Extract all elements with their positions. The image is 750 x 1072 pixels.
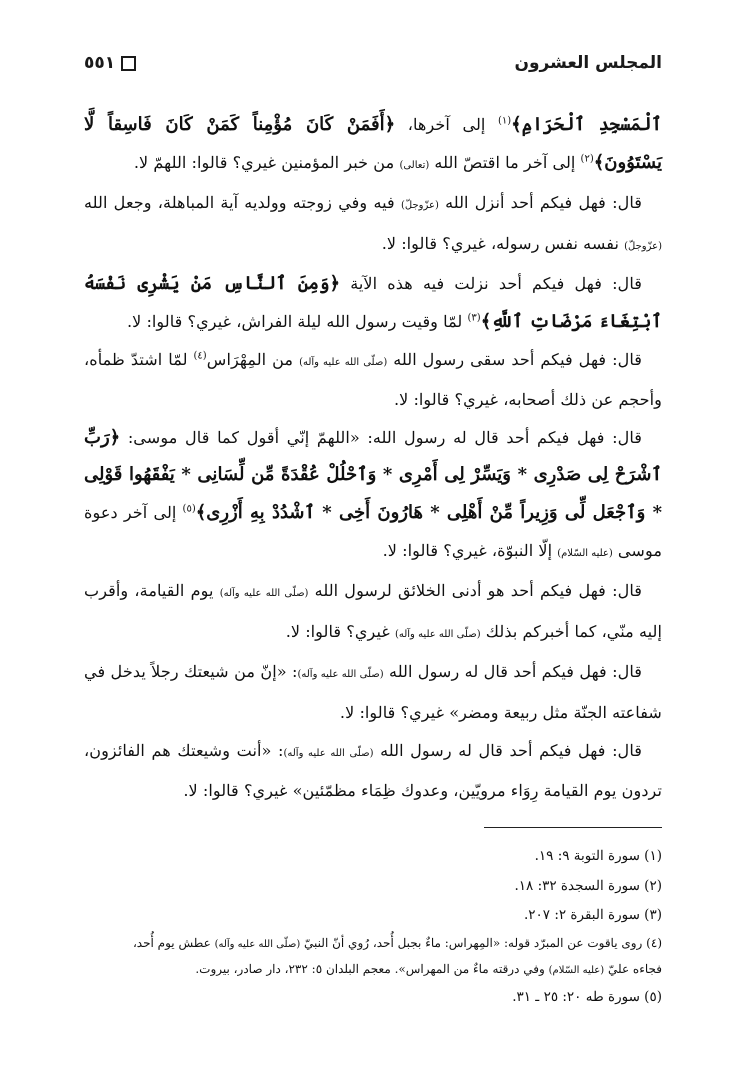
paragraph-text: قال: فهل فيكم أحد قال له رسول الله: «اللهمّ إنّي أقول كما قال موسى:: [120, 427, 642, 447]
paragraph-1: [84, 106, 662, 184]
paragraph-text: من خبر المؤمنين غيري؟ قالوا: اللهمّ لا.: [133, 152, 400, 172]
paragraph-text: قال: فهل فيكم أحد نزلت فيه هذه الآية: [340, 274, 642, 294]
chapter-title: المجلس العشرون: [514, 53, 662, 73]
footnote-ref: (٥): [182, 503, 196, 515]
quran-verse: ﴿وَمِنَ ٱلنَّاسِ مَنْ يَشْرِى نَفْسَهُ ٱبْتِغَاءَ مَرْضَاتِ ٱللَّهِ﴾: [84, 273, 662, 332]
quran-verse: ٱلْمَسْجِدِ ٱلْحَرَامِ﴾: [511, 114, 662, 135]
footnote-3: (٣) سورة البقرة ٢: ٢٠٧.: [523, 907, 662, 923]
page-number-block: [84, 53, 136, 73]
footnote-5: (٥) سورة طه ٢٠: ٢٥ ـ ٣١.: [512, 988, 662, 1005]
footnote-ref: (١): [497, 115, 512, 127]
paragraph-2: [84, 184, 662, 265]
footnote-text: عطش يوم أُحد،: [132, 935, 215, 950]
paragraph-text: لمّا وقيت رسول الله ليلة الفراش، غيري؟ قالوا: لا.: [126, 311, 468, 331]
paragraph-text: يوم القيامة، وأقرب إليه منّي، كما أخبركم بذلك: [84, 581, 662, 641]
footnote-text: (٤) روى ياقوت عن المبرّد قوله: «المِهراس: ماءٌ بجبل أُحد، رُوي أنّ النبيّ: [300, 935, 662, 950]
footnotes: [84, 842, 662, 1012]
honorific: (صلّى الله عليه وآله): [297, 669, 384, 681]
honorific: (تعالى): [399, 159, 430, 171]
paragraph-text: : «أنت وشيعتك هم الفائزون، تردون يوم القيامة رِوَاء مرويّين، وعدوك ظِمَاء مظمّئين» غيري؟ قالوا: لا.: [84, 740, 662, 801]
square-icon: [121, 56, 136, 71]
paragraph-text: إلى آخر دعوة موسى: [84, 502, 662, 560]
body-text: [84, 106, 662, 810]
paragraph-text: قال: فهل فيكم أحد قال له رسول الله: [373, 740, 642, 760]
quran-verse: ﴿أَفَمَنْ كَانَ مُؤْمِناً كَمَنْ كَانَ فَاسِقاً لَّا يَسْتَوُونَ﴾: [84, 114, 662, 173]
paragraph-5: [84, 419, 662, 572]
quran-verse: ﴿رَبِّ ٱشْرَحْ لِى صَدْرِى * وَيَسِّرْ لِى أَمْرِى * وَٱحْلُلْ عُقْدَةً مِّن لِّسَانِى * يَفْقَهُوا قَوْلِى * وَٱجْعَل لِّى وَزِيراً مِّنْ أَهْلِى * هَارُونَ أَخِى * ٱشْدُدْ بِهِ أَزْرِى﴾: [84, 426, 662, 523]
paragraph-3: [84, 265, 662, 340]
paragraph-text: فيه وفي زوجته وولديه آية المباهلة، وجعل الله: [84, 193, 401, 213]
paragraph-text: إلى آخرها،: [395, 115, 498, 134]
footnote-1: (١) سورة التوبة ٩: ١٩.: [534, 848, 662, 864]
paragraph-text: قال: فهل فيكم أحد سقى رسول الله: [387, 349, 643, 369]
honorific: (صلّى الله عليه وآله): [394, 628, 481, 640]
paragraph-6: [84, 572, 662, 653]
paragraph-text: : «إنّ من شيعتك رجلاً يدخل في شفاعته الجنّة مثل ربيعة ومضر» غيري؟ قالوا: لا.: [84, 662, 662, 722]
footnote-2: (٢) سورة السجدة ٣٢: ١٨.: [514, 877, 662, 894]
footnote-4: [84, 931, 662, 983]
paragraph-7: [84, 653, 662, 731]
footnote-ref: (٣): [467, 312, 481, 324]
footnote-divider: [484, 827, 662, 828]
honorific: (عزّوجلّ): [624, 240, 662, 252]
paragraph-text: قال: فهل فيكم أحد قال له رسول الله: [383, 662, 643, 682]
footnote-text: فجاءه عليّ: [604, 961, 662, 976]
honorific: (صلّى الله عليه وآله): [219, 588, 309, 600]
honorific: (عليه السّلام): [548, 964, 605, 976]
honorific: (عليه السّلام): [557, 547, 613, 559]
paragraph-text: من المِهْرَاس: [206, 349, 300, 369]
footnote-text: وفي درقته ماءٌ من المهراس». معجم البلدان ٥: ٢٣٢، دار صادر، بيروت.: [195, 961, 549, 976]
footnote-ref: (٢): [580, 153, 594, 165]
paragraph-text: لمّا اشتدّ ظمأه، وأحجم عن ذلك أصحابه، غيري؟ قالوا: لا.: [84, 349, 662, 410]
paragraph-text: غيري؟ قالوا: لا.: [285, 621, 395, 641]
paragraph-8: [84, 732, 662, 810]
paragraph-text: نفسه نفس رسوله، غيري؟ قالوا: لا.: [381, 233, 625, 253]
footnote-ref: (٤): [193, 350, 207, 362]
page-number: ٥٥١: [84, 53, 116, 73]
honorific: (صلّى الله عليه وآله): [283, 747, 374, 759]
paragraph-4: [84, 341, 662, 419]
paragraph-text: قال: فهل فيكم أحد أنزل الله: [438, 193, 642, 213]
paragraph-text: إلى آخر ما اقتصّ الله: [429, 152, 581, 172]
paragraph-text: قال: فهل فيكم أحد هو أدنى الخلائق لرسول الله: [308, 581, 642, 601]
paragraph-text: إلّا النبوّة، غيري؟ قالوا: لا.: [382, 540, 558, 560]
honorific: (صلّى الله عليه وآله): [299, 356, 388, 368]
honorific: (صلّى الله عليه وآله): [214, 938, 301, 950]
page-header: [84, 46, 662, 80]
honorific: (عزّوجلّ): [400, 200, 439, 212]
